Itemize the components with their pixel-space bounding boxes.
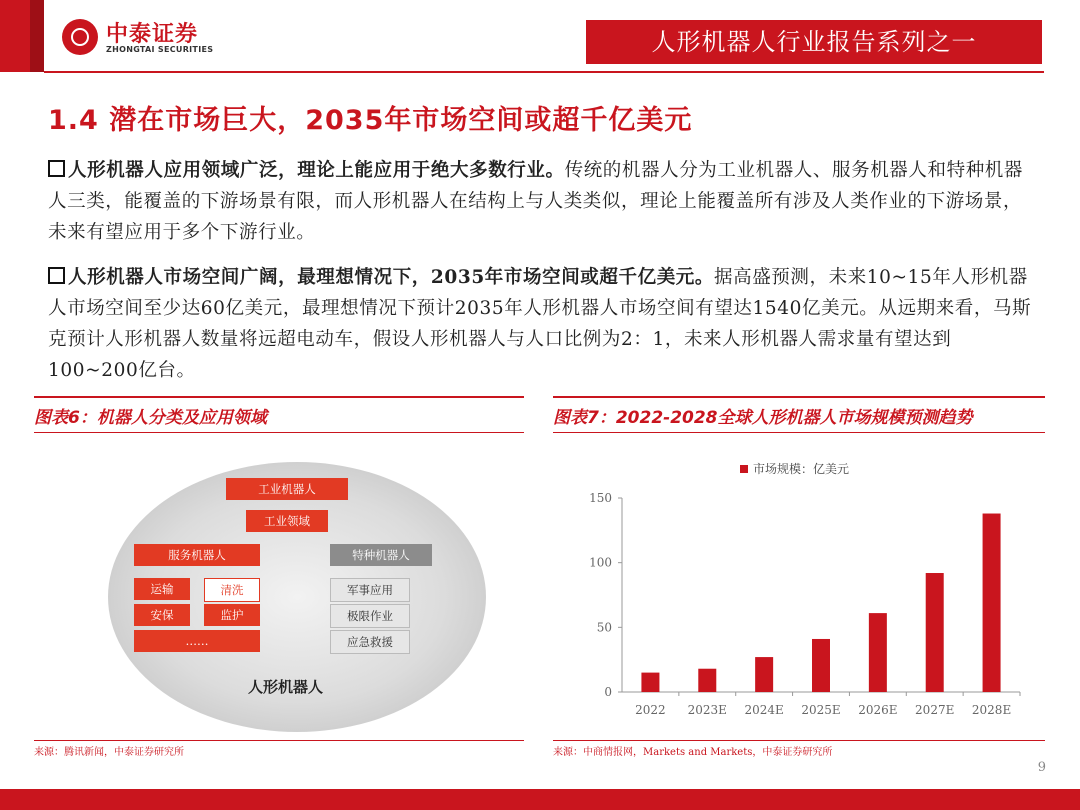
service-robot-box: 服务机器人	[134, 544, 260, 566]
y-tick-label: 100	[589, 555, 612, 570]
chart-legend	[740, 461, 849, 476]
x-tick-label: 2028E	[971, 703, 1012, 717]
bar-2026E	[869, 613, 887, 692]
robot-classification-diagram	[108, 462, 488, 734]
special-robot-box: 特种机器人	[330, 544, 432, 566]
legend-swatch	[740, 465, 748, 473]
paragraph-2-body: 据高盛预测，未来10~15年人形机器人市场空间至少达60亿美元，最理想情况下预计2035年人形机器人市场空间有望达1540亿美元。从远期来看，马斯克预计人形机器人数量将远超电动车，假设人形机器人与人口比例为2：1，未来人形机器人需求量有望达到100~200亿台。	[48, 267, 1032, 381]
x-tick-label: 2022	[635, 703, 666, 717]
x-tick-label: 2023E	[687, 703, 727, 717]
industrial-field-box: 工业领域	[246, 510, 328, 532]
header-divider	[44, 71, 1044, 73]
y-tick-label: 150	[589, 491, 612, 505]
extreme-work-box: 极限作业	[330, 604, 410, 628]
paragraph-1-body: 传统的机器人分为工业机器人、服务机器人和特种机器人三类，能覆盖的下游场景有限，而人形机器人在结构上与人类类似，理论上能覆盖所有涉及人类作业的下游场景，未来有望应用于多个下游行业。	[48, 160, 1024, 243]
bar-2022	[641, 673, 659, 692]
transport-box: 运输	[134, 578, 190, 600]
bar-2028E	[983, 514, 1001, 692]
logo-mark-icon	[62, 19, 98, 55]
figure-7-label: 图表7：2022-2028全球人形机器人市场规模预测趋势	[553, 396, 1045, 433]
bar-2024E	[755, 657, 773, 692]
logo-en: ZHONGTAI SECURITIES	[106, 45, 214, 54]
cleaning-box: 清洗	[204, 578, 260, 602]
humanoid-label: 人形机器人	[248, 678, 324, 696]
company-logo	[62, 17, 242, 61]
monitoring-box: 监护	[204, 604, 260, 626]
paragraph-1-lead: 人形机器人应用领域广泛，理论上能应用于绝大多数行业。	[68, 160, 565, 181]
security-box: 安保	[134, 604, 190, 626]
industrial-robot-box: 工业机器人	[226, 478, 348, 500]
military-box: 军事应用	[330, 578, 410, 602]
market-size-chart	[560, 450, 1050, 735]
figure-6-source: 来源：腾讯新闻，中泰证券研究所	[34, 740, 524, 758]
page-number: 9	[1037, 760, 1046, 775]
ellipsis-box: ……	[134, 630, 260, 652]
paragraph-1	[48, 155, 1038, 248]
left-accent-bar-dark	[30, 0, 44, 72]
x-tick-label: 2025E	[801, 703, 841, 717]
x-tick-label: 2026E	[858, 703, 898, 717]
page-title: 1.4 潜在市场巨大，2035年市场空间或超千亿美元	[48, 105, 693, 136]
left-accent-bar	[0, 0, 30, 72]
y-tick-label: 0	[604, 685, 612, 699]
bar-2025E	[812, 639, 830, 692]
bar-2023E	[698, 669, 716, 692]
rescue-box: 应急救援	[330, 630, 410, 654]
legend-label: 市场规模：亿美元	[753, 462, 850, 476]
paragraph-2	[48, 262, 1038, 386]
figure-7-source: 来源：中商情报网，Markets and Markets，中泰证券研究所	[553, 740, 1045, 758]
y-tick-label: 50	[596, 620, 612, 635]
bar-2027E	[926, 573, 944, 692]
figure-6-label: 图表6：机器人分类及应用领域	[34, 396, 524, 433]
checkbox-square-icon	[48, 267, 65, 284]
checkbox-square-icon	[48, 160, 65, 177]
logo-cn: 中泰证券	[106, 22, 199, 47]
paragraph-2-lead: 人形机器人市场空间广阔，最理想情况下，2035年市场空间或超千亿美元。	[68, 267, 714, 288]
x-tick-label: 2027E	[915, 703, 955, 717]
x-tick-label: 2024E	[744, 703, 784, 717]
footer-bar	[0, 789, 1080, 810]
series-title: 人形机器人行业报告系列之一	[586, 20, 1042, 64]
